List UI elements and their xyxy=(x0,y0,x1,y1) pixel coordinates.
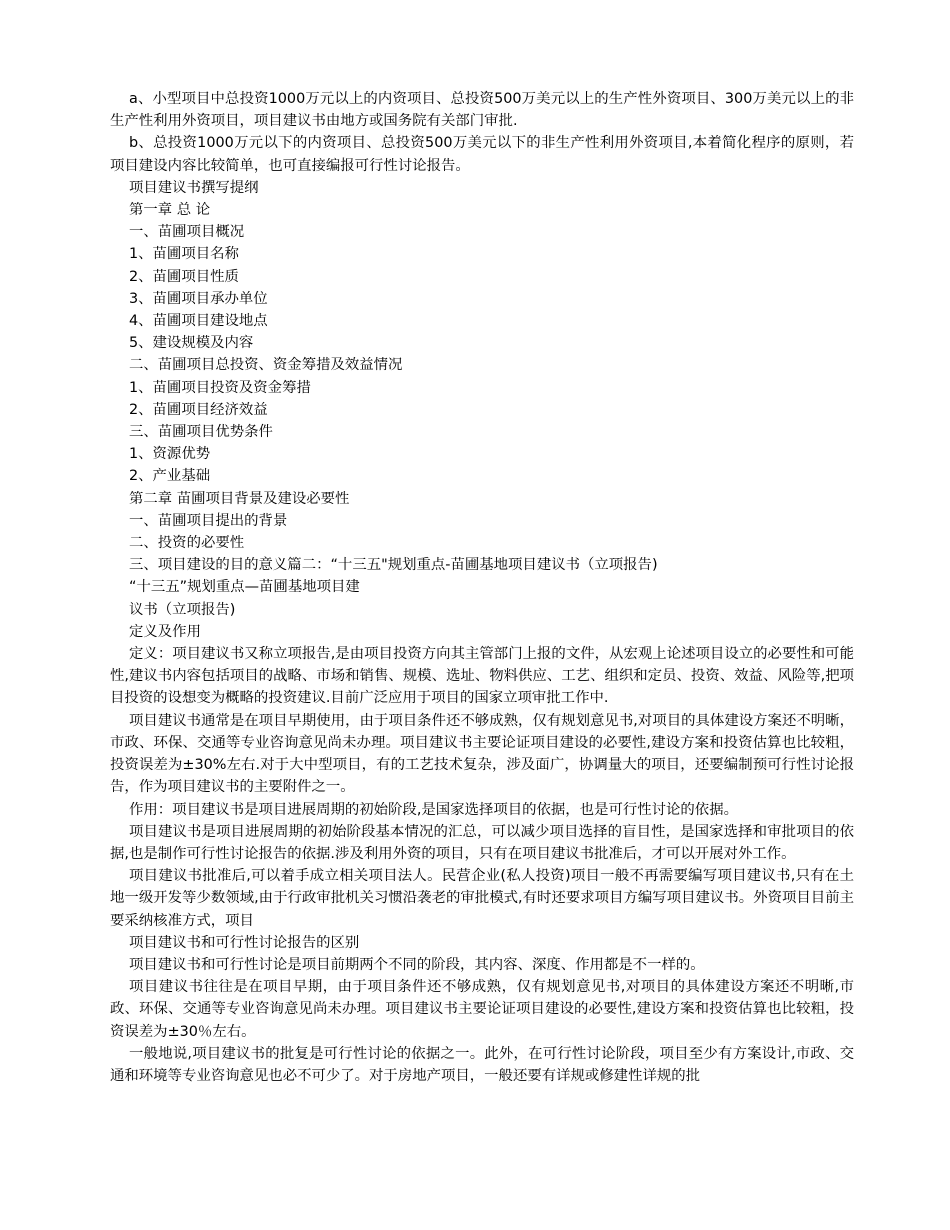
outline-item: 4、苗圃项目建设地点 xyxy=(129,313,268,330)
subheading: 项目建议书和可行性讨论报告的区别 xyxy=(129,934,360,951)
chapter-heading: 第一章 总 论 xyxy=(129,202,211,219)
paragraph: b、总投资1000万元以下的内资项目、总投资500万美元以下的非生产性利用外资项目,本着简化程序的原则，若项目建设内容比较简单，也可直接编报可行性讨论报告。 xyxy=(110,135,854,174)
outline-item: 3、苗圃项目承办单位 xyxy=(129,290,268,307)
paragraph: 项目建议书批准后,可以着手成立相关项目法人。民营企业(私人投资)项目一般不再需要编写项目建议书,只有在土地一级开发等少数领域,由于行政审批机关习惯沿袭老的审批模式,有时还要求项目方编写项目建议书。外资项目目前主要采纳核准方式，项目 xyxy=(110,868,854,929)
paragraph: 项目建议书往往是在项目早期，由于项目条件还不够成熟，仅有规划意见书,对项目的具体建设方案还不明晰,市政、环保、交通等专业咨询意见尚未办理。项目建议书主要论证项目建设的必要性,建设方案和投资估算也比较粗，投资误差为±30％左右。 xyxy=(110,979,854,1040)
paragraph: 议书（立项报告) xyxy=(129,601,236,618)
section-heading: 一、苗圃项目概况 xyxy=(129,224,245,241)
document-body xyxy=(110,88,854,1087)
outline-item: 1、资源优势 xyxy=(129,446,211,463)
outline-item: 2、产业基础 xyxy=(129,468,211,485)
section-heading: 二、投资的必要性 xyxy=(129,535,245,552)
section-heading: 一、苗圃项目提出的背景 xyxy=(129,512,288,529)
chapter-heading: 第二章 苗圃项目背景及建设必要性 xyxy=(129,490,350,507)
section-heading: 三、苗圃项目优势条件 xyxy=(129,424,273,441)
outline-item: 5、建设规模及内容 xyxy=(129,335,254,352)
paragraph: 项目建议书和可行性讨论是项目前期两个不同的阶段，其内容、深度、作用都是不一样的。 xyxy=(129,956,705,973)
paragraph: 作用：项目建议书是项目进展周期的初始阶段,是国家选择项目的依据，也是可行性讨论的依据。 xyxy=(129,801,738,818)
paragraph: 一般地说,项目建议书的批复是可行性讨论的依据之一。此外，在可行性讨论阶段，项目至少有方案设计,市政、交通和环境等专业咨询意见也必不可少了。对于房地产项目，一般还要有详规或修建性详规的批 xyxy=(110,1045,854,1084)
outline-item: 1、苗圃项目名称 xyxy=(129,246,239,263)
paragraph: 项目建议书通常是在项目早期使用，由于项目条件还不够成熟，仅有规划意见书,对项目的具体建设方案还不明晰，市政、环保、交通等专业咨询意见尚未办理。项目建议书主要论证项目建设的必要性,建设方案和投资估算也比较粗，投资误差为±30%左右.对于大中型项目，有的工艺技术复杂，涉及面广，协调量大的项目，还要编制预可行性讨论报告，作为项目建议书的主要附件之一。 xyxy=(110,712,854,796)
subheading: 定义及作用 xyxy=(129,623,201,640)
outline-item: 2、苗圃项目性质 xyxy=(129,268,239,285)
paragraph: 项目建议书是项目进展周期的初始阶段基本情况的汇总，可以减少项目选择的盲目性，是国家选择和审批项目的依据,也是制作可行性讨论报告的依据.涉及利用外资的项目，只有在项目建议书批准后，才可以开展对外工作。 xyxy=(110,823,854,862)
outline-title: 项目建议书撰写提纲 xyxy=(129,179,259,196)
section-heading: 三、项目建设的目的意义篇二：“十三五"规划重点-苗圃基地项目建议书（立项报告) xyxy=(129,557,658,574)
outline-item: 1、苗圃项目投资及资金筹措 xyxy=(129,379,311,396)
paragraph: “十三五”规划重点—苗圃基地项目建 xyxy=(129,579,360,596)
paragraph: a、小型项目中总投资1000万元以上的内资项目、总投资500万美元以上的生产性外资项目、300万美元以上的非生产性利用外资项目，项目建议书由地方或国务院有关部门审批. xyxy=(110,91,854,130)
paragraph: 定义：项目建议书又称立项报告,是由项目投资方向其主管部门上报的文件，从宏观上论述项目设立的必要性和可能性,建议书内容包括项目的战略、市场和销售、规模、选址、物料供应、工艺、组织和定员、投资、效益、风险等,把项目投资的设想变为概略的投资建议.目前广泛应用于项目的国家立项审批工作中. xyxy=(110,646,854,707)
outline-item: 2、苗圃项目经济效益 xyxy=(129,401,268,418)
section-heading: 二、苗圃项目总投资、资金筹措及效益情况 xyxy=(129,357,403,374)
